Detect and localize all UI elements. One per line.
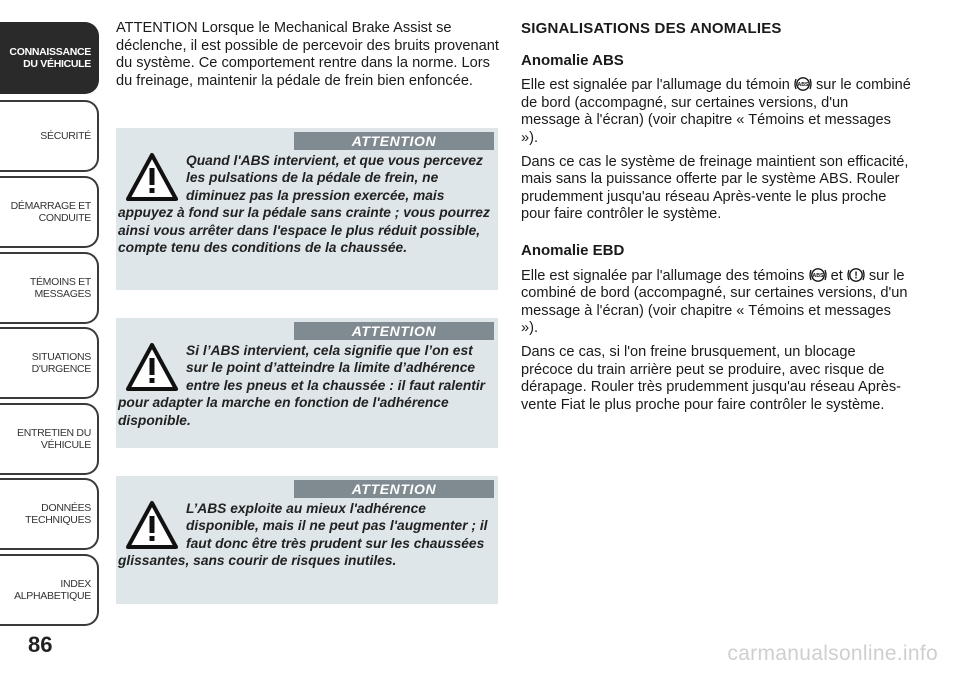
anomalies-section <box>521 20 911 420</box>
ebd-p1-text-end: sur le combiné de bord (accompagné, sur certaines versions, d'un message à l'écran) (voir chapitre « Témoins et messages »). <box>521 267 908 337</box>
abs-anomaly-paragraph-1 <box>521 76 911 147</box>
abs-p1-text-end: sur le combiné de bord (accompagné, sur certaines versions, d'un message à l'écran) (voir chapitre « Témoins et messages »). <box>521 77 911 146</box>
ebd-anomaly-title: Anomalie EBD <box>521 241 625 259</box>
tab-label: DÉMARRAGE ET CONDUITE <box>10 200 91 224</box>
abs-anomaly-paragraph-2: Dans ce cas le système de freinage maintient son efficacité, mais sans la puissance offerte par le système ABS. Rouler prudemment jusqu'au réseau Après-vente le plus proche pour faire contrôler le système. <box>521 153 909 223</box>
intro-paragraph-block <box>116 20 500 90</box>
tab-label: TÉMOINS ET MESSAGES <box>29 276 91 300</box>
warning-box-2 <box>116 318 498 448</box>
tab-label: ENTRETIEN DU VÉHICULE <box>17 427 91 451</box>
tab-label: CONNAISSANCE DU VÉHICULE <box>9 46 91 70</box>
abs-p1-text: Elle est signalée par l'allumage du témoin <box>521 77 794 94</box>
ebd-anomaly-paragraph-1 <box>521 267 911 338</box>
abs-icon-text: ABS <box>812 272 824 279</box>
ebd-p1-mid: et <box>826 267 847 284</box>
warning-header: ATTENTION <box>294 132 494 150</box>
watermark: carmanualsonline.info <box>727 642 938 665</box>
tab-connaissance-du-vehicule[interactable] <box>0 22 99 94</box>
brake-icon-text: ! <box>854 270 858 282</box>
tab-situations-d-urgence[interactable] <box>0 327 99 399</box>
warning-text: Si l’ABS intervient, cela signifie que l’on est sur le point d’atteindre la limite d’adhérence entre les pneus et la chaussée : il faut ralentir pour adapter la marche en fonction de l'adhérence disponible. <box>118 343 486 428</box>
page-number: 86 <box>28 632 53 657</box>
tab-temoins-et-messages[interactable] <box>0 252 99 324</box>
tab-securite[interactable] <box>0 100 99 172</box>
tab-label: DONNÉES TECHNIQUES <box>25 502 91 526</box>
tab-entretien-du-vehicule[interactable] <box>0 403 99 475</box>
warning-box-1 <box>116 128 498 290</box>
tab-demarrage-et-conduite[interactable] <box>0 176 99 248</box>
warning-triangle-icon <box>126 342 178 392</box>
section-title: SIGNALISATIONS DES ANOMALIES <box>521 20 782 37</box>
tab-index-alphabetique[interactable] <box>0 554 99 626</box>
intro-paragraph: ATTENTION Lorsque le Mechanical Brake Assist se déclenche, il est possible de percevoir des bruits provenant du système. Ce comportement rentre dans la norme. Lors du freinage, maintenir la pédale de frein bien enfoncée. <box>116 20 499 89</box>
abs-icon-text: ABS <box>797 82 809 89</box>
warning-box-3 <box>116 476 498 604</box>
warning-text: Quand l'ABS intervient, et que vous percevez les pulsations de la pédale de frein, ne diminuez pas la pression exercée, mais appuyez à fond sur la pédale sans crainte ; vous pourrez ainsi vous arrêter dans l'espace le plus réduit possible, compte tenu des conditions de la chaussée. <box>118 153 490 256</box>
warning-triangle-icon <box>126 500 178 550</box>
warning-header: ATTENTION <box>294 480 494 498</box>
tab-label: SITUATIONS D'URGENCE <box>31 351 91 375</box>
tab-label: INDEX ALPHABETIQUE <box>14 578 91 602</box>
warning-triangle-icon <box>126 152 178 202</box>
ebd-anomaly-paragraph-2: Dans ce cas, si l'on freine brusquement, un blocage précoce du train arrière peut se produire, avec risque de dérapage. Rouler très prudemment jusqu'au réseau Après-vente Fiat le plus proche pour faire contrôler le système. <box>521 343 902 413</box>
abs-warning-icon <box>794 76 812 92</box>
tab-donnees-techniques[interactable] <box>0 478 99 550</box>
warning-header: ATTENTION <box>294 322 494 340</box>
abs-warning-icon <box>809 267 827 283</box>
ebd-p1-text: Elle est signalée par l'allumage des témoins <box>521 267 809 284</box>
brake-warning-icon <box>847 267 865 283</box>
abs-anomaly-title: Anomalie ABS <box>521 51 624 69</box>
warning-text: L’ABS exploite au mieux l'adhérence disponible, mais il ne peut pas l'augmenter ; il faut donc être très prudent sur les chaussées glissantes, sans courir de risques inutiles. <box>118 501 488 569</box>
tab-label: SÉCURITÉ <box>40 130 91 142</box>
